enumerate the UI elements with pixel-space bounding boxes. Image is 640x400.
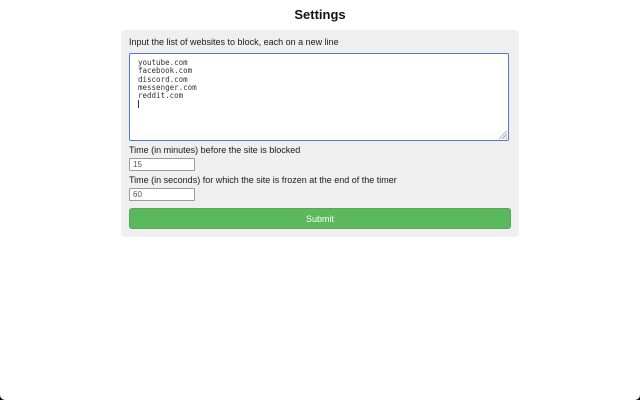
websites-label: Input the list of websites to block, each on a new line xyxy=(129,37,339,47)
settings-form-card xyxy=(121,30,519,237)
seconds-label: Time (in seconds) for which the site is frozen at the end of the timer xyxy=(129,175,397,185)
websites-textarea[interactable] xyxy=(129,53,509,141)
minutes-input[interactable] xyxy=(129,158,195,171)
website-line: youtube.com xyxy=(138,58,188,67)
submit-button[interactable]: Submit xyxy=(129,208,511,229)
website-line: facebook.com xyxy=(138,66,193,76)
page-title: Settings xyxy=(294,7,346,22)
websites-textarea-content xyxy=(138,59,500,100)
minutes-label: Time (in minutes) before the site is blocked xyxy=(129,145,301,155)
text-cursor xyxy=(138,100,139,108)
seconds-input[interactable] xyxy=(129,188,195,201)
website-line: discord.com xyxy=(138,74,188,84)
website-line: messenger.com xyxy=(138,82,197,92)
website-line: reddit.com xyxy=(138,91,184,101)
resize-handle-icon[interactable] xyxy=(499,131,507,139)
